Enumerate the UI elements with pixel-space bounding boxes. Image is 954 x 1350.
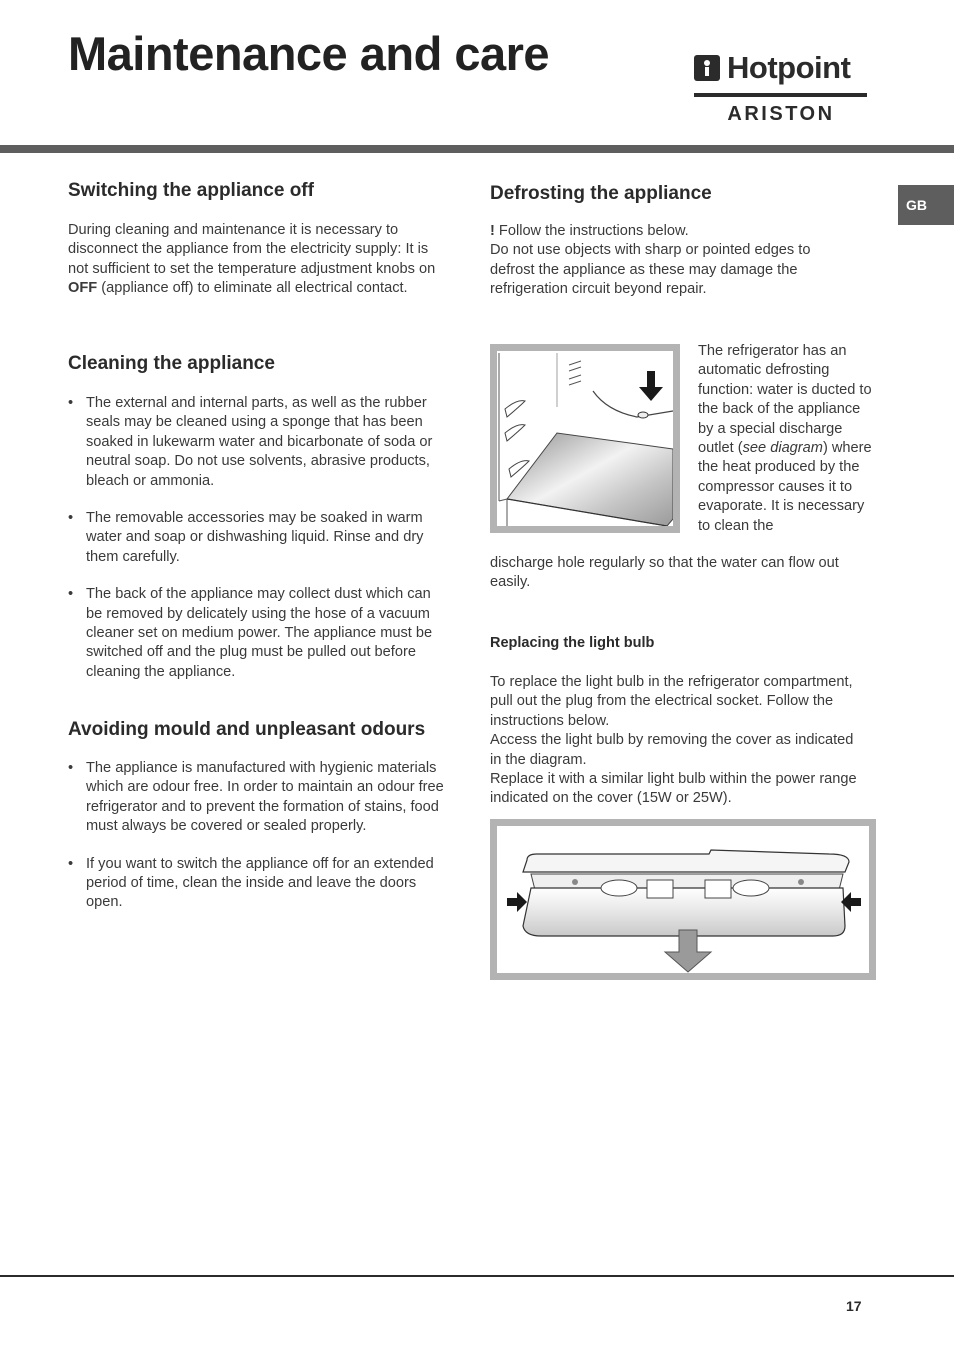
page-title: Maintenance and care [68,27,550,80]
page-number: 17 [846,1298,862,1314]
switching-heading: Switching the appliance off [68,180,314,201]
header-divider-bar [0,145,954,153]
defrost-heading: Defrosting the appliance [490,183,712,204]
switching-text-2: (appliance off) to eliminate all electrical contact. [97,280,408,297]
hotpoint-logo-icon [694,55,720,81]
brand-logo [694,52,868,126]
light-cover-illustration [497,826,869,973]
light-bulb-diagram [490,819,876,980]
bulb-p2: Access the light bulb by removing the cover as indicated in the diagram. [490,732,854,768]
switching-bold-off: OFF [68,280,98,297]
logo-divider [694,93,867,97]
defrost-diagram [490,344,680,533]
defrost-paragraph-wrapped [698,342,876,536]
cleaning-heading: Cleaning the appliance [68,353,275,374]
defrost-paragraph-tail: discharge hole regularly so that the water can flow out easily. [490,555,839,591]
bulb-heading: Replacing the light bulb [490,635,655,651]
logo-subtext: ARISTON [727,103,835,125]
switching-paragraph [68,221,448,299]
defrost-para-a: The refrigerator has an automatic defrosting function: water is ducted to the back of the appliance by a special discharge outlet ( [698,343,872,457]
defrost-warning: Follow the instructions below. [494,223,689,239]
mould-list [68,759,446,913]
mould-list-container [68,759,446,931]
logo-brand-text: Hotpoint [727,50,851,85]
footer-divider [0,1275,954,1277]
mould-heading: Avoiding mould and unpleasant odours [68,719,426,740]
list-item: • The back of the appliance may collect dust which can be removed by delicately using the hose of a vacuum cleaner set on medium power. The appliance must be switched off and the plug must be pulled out before cleaning the appliance. [68,586,433,680]
defrost-para-italic: see diagram [742,440,823,457]
cleaning-list [68,394,440,682]
list-item: • If you want to switch the appliance off for an extended period of time, clean the inside and leave the doors open. [68,855,434,911]
language-tab: GB [898,185,954,225]
list-item: • The removable accessories may be soaked in warm water and soap or dishwashing liquid. Rinse and dry them carefully. [68,510,424,565]
warning-icon: ! [490,223,495,239]
list-item: • The external and internal parts, as well as the rubber seals may be cleaned using a sponge that has been soaked in lukewarm water and bicarbonate of soda or neutral soap. Do not use solvents, abrasive products, bleach or ammonia. [68,395,433,489]
defrost-line2: Do not use objects with sharp or pointed edges to defrost the appliance as these may damage the refrigeration circuit beyond repair. [490,242,811,298]
bulb-instructions [490,673,862,809]
switching-text-1: During cleaning and maintenance it is necessary to disconnect the appliance from the electricity supply: It is not sufficient to set the temperature adjustment knobs on [68,222,436,277]
bulb-p1: To replace the light bulb in the refrigerator compartment, pull out the plug from the electrical socket. Follow the instructions below. [490,674,853,729]
defrost-illustration [497,351,673,526]
list-item: • The appliance is manufactured with hygienic materials which are odour free. In order to maintain an odour free refrigerator and to prevent the formation of stains, food must always be covered or sealed properly. [68,760,444,835]
defrost-para-b: ) where the heat produced by the compressor causes it to evaporate. It is necessary to clean the [698,440,872,534]
defrost-intro [490,222,850,300]
bulb-p3: Replace it with a similar light bulb within the power range indicated on the cover (15W or 25W). [490,771,857,807]
cleaning-list-container [68,394,440,700]
